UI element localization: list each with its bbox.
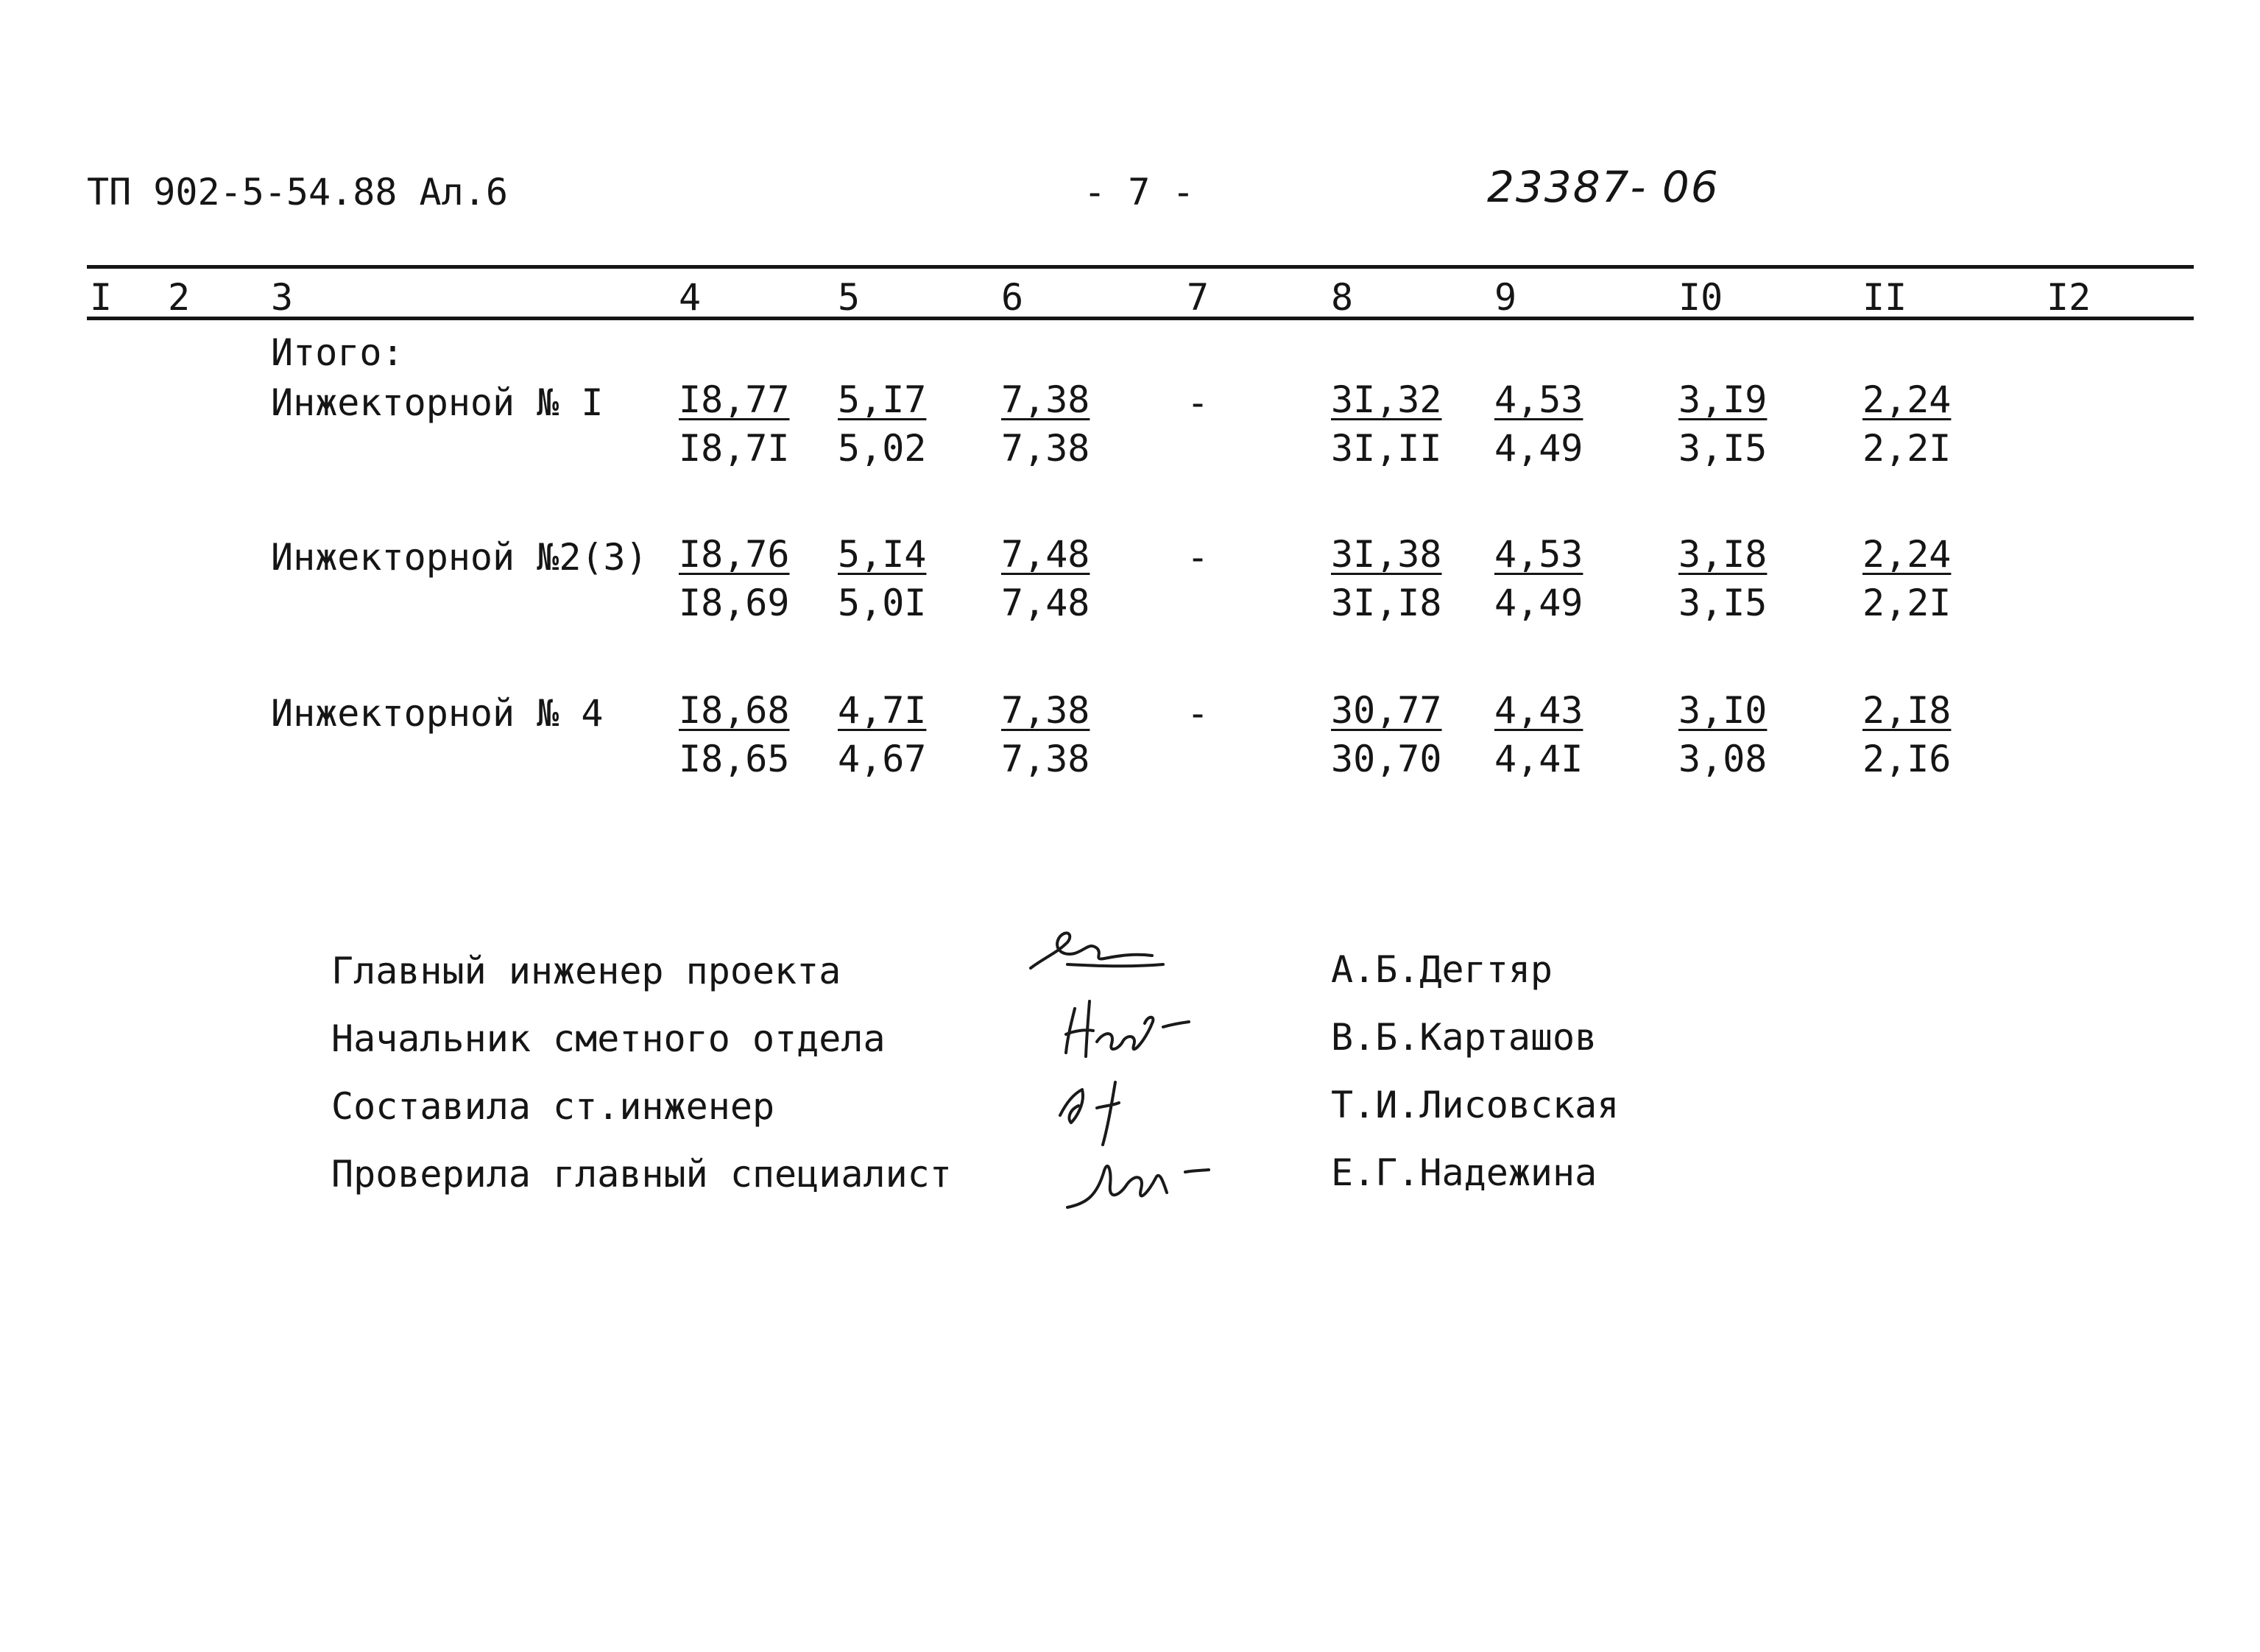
signer-role: Начальник сметного отдела [331,1017,886,1060]
page-number: - 7 - [1084,171,1195,213]
row-label: Инжекторной № I [271,381,604,424]
column-number: 2 [168,276,191,319]
value-top: 5,I7 [838,378,927,421]
value-bottom: 3,I5 [1678,582,1768,624]
value-cell [1331,530,1442,627]
signer-name: А.Б.Дегтяр [1331,948,1553,991]
value-cell [838,686,926,783]
value-top: 3,I8 [1678,533,1768,576]
value-cell [1862,686,1951,783]
value-bottom: 30,70 [1331,738,1442,780]
value-bottom: 4,4I [1494,738,1583,780]
column-number: 8 [1331,276,1354,319]
value-top: 4,53 [1494,533,1583,576]
value-bottom: 4,49 [1494,582,1583,624]
value-cell [838,530,926,627]
value-cell [1862,530,1951,627]
value-bottom: I8,7I [679,427,790,470]
value-bottom: I8,65 [679,738,790,780]
value-top: 5,I4 [838,533,927,576]
value-top: 3,I0 [1678,689,1768,732]
value-cell [1001,686,1090,783]
value-bottom: 2,2I [1862,427,1952,470]
value-cell [1494,530,1583,627]
signer-role: Главный инженер проекта [331,950,841,992]
column-number: 9 [1494,276,1517,319]
column-number: 7 [1187,276,1210,319]
value-top: 3I,32 [1331,378,1442,421]
signer-name: Т.И.Лисовская [1331,1084,1620,1126]
value-bottom: 3I,I8 [1331,582,1442,624]
value-cell [1001,375,1090,473]
value-bottom: 3,I5 [1678,427,1768,470]
handwritten-document-number: 23387- 06 [1487,162,1720,212]
value-cell [1494,686,1583,783]
column-number: I0 [1678,276,1723,319]
signature-1 [1031,933,1163,968]
dash-cell: - [1187,381,1210,424]
value-bottom: 2,2I [1862,582,1952,624]
value-bottom: 5,0I [838,582,927,624]
column-number: II [1862,276,1907,319]
column-number: I2 [2047,276,2091,319]
value-bottom: 3,08 [1678,738,1768,780]
value-top: I8,77 [679,378,790,421]
column-number: 6 [1001,276,1024,319]
value-top: 3I,38 [1331,533,1442,576]
value-cell [1678,375,1767,473]
signer-name: Е.Г.Надежина [1331,1151,1597,1194]
value-bottom: 2,I6 [1862,738,1952,780]
value-top: 4,7I [838,689,927,732]
column-number: 5 [838,276,861,319]
value-cell [1678,530,1767,627]
value-bottom: I8,69 [679,582,790,624]
value-cell [1678,686,1767,783]
column-number: 3 [271,276,294,319]
value-bottom: 4,49 [1494,427,1583,470]
signature-2 [1066,1001,1189,1056]
value-top: 3,I9 [1678,378,1768,421]
section-title: Итого: [271,331,404,374]
value-top: 7,38 [1001,689,1090,732]
handwritten-signatures [1016,913,1237,1222]
value-cell [1494,375,1583,473]
table-top-rule [87,265,2194,269]
value-bottom: 7,48 [1001,582,1090,624]
signer-role: Составила ст.инженер [331,1085,775,1128]
value-bottom: 3I,II [1331,427,1442,470]
row-label: Инжекторной №2(3) [271,536,648,579]
dash-cell: - [1187,692,1210,735]
value-bottom: 5,02 [838,427,927,470]
value-top: 4,53 [1494,378,1583,421]
value-bottom: 7,38 [1001,427,1090,470]
value-bottom: 7,38 [1001,738,1090,780]
row-label: Инжекторной № 4 [271,692,604,735]
value-cell [1331,375,1442,473]
signature-4 [1067,1166,1209,1207]
value-top: 7,38 [1001,378,1090,421]
value-top: 30,77 [1331,689,1442,732]
value-top: 4,43 [1494,689,1583,732]
value-top: 2,24 [1862,533,1952,576]
signer-role: Проверила главный специалист [331,1153,952,1196]
value-cell [1862,375,1951,473]
value-top: I8,76 [679,533,790,576]
column-number: 4 [679,276,702,319]
signature-3 [1060,1082,1119,1145]
value-cell [838,375,926,473]
value-cell [679,375,790,473]
document-code: ТП 902-5-54.88 Ал.6 [87,171,508,213]
value-cell [679,530,790,627]
value-cell [1331,686,1442,783]
value-top: I8,68 [679,689,790,732]
column-number: I [90,276,113,319]
value-top: 2,24 [1862,378,1952,421]
value-cell [1001,530,1090,627]
dash-cell: - [1187,536,1210,579]
value-bottom: 4,67 [838,738,927,780]
value-top: 7,48 [1001,533,1090,576]
signer-name: В.Б.Карташов [1331,1016,1597,1059]
value-cell [679,686,790,783]
value-top: 2,I8 [1862,689,1952,732]
